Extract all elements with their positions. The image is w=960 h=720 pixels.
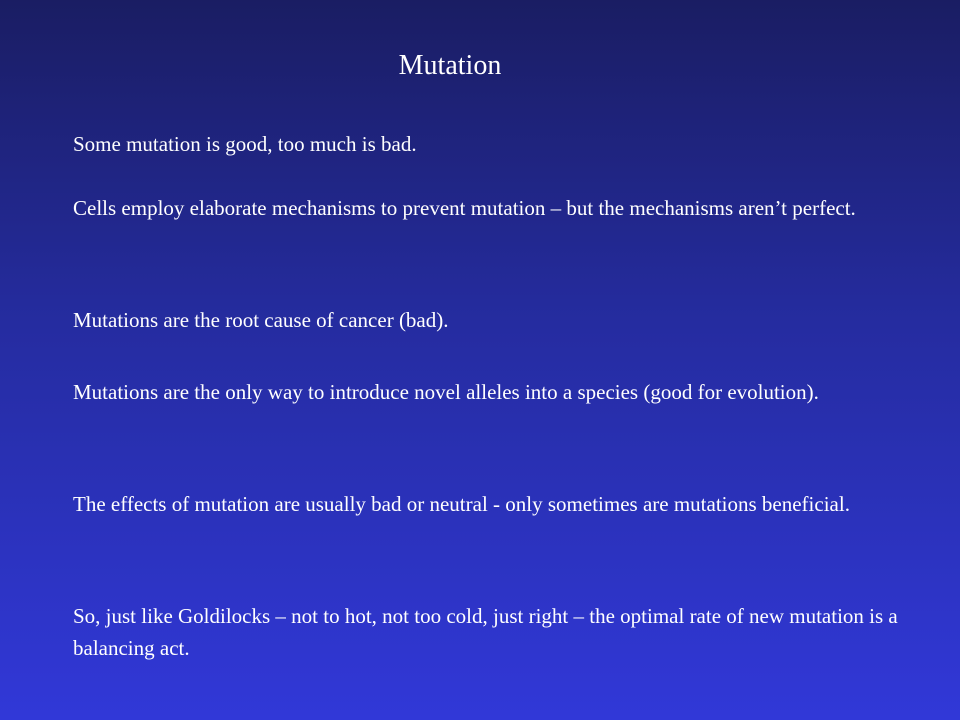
paragraph-mutation-balance: Some mutation is good, too much is bad.: [73, 132, 417, 156]
slide-title: Mutation: [398, 50, 502, 81]
paragraph-cancer-cause: Mutations are the root cause of cancer (bad).: [73, 308, 449, 332]
paragraph-mutation-effects: The effects of mutation are usually bad or neutral - only sometimes are mutations beneficial.: [73, 492, 850, 516]
paragraph-novel-alleles: Mutations are the only way to introduce novel alleles into a species (good for evolution).: [73, 380, 819, 404]
paragraph-cell-mechanisms: Cells employ elaborate mechanisms to prevent mutation – but the mechanisms aren’t perfect.: [73, 196, 856, 220]
paragraph-goldilocks: So, just like Goldilocks – not to hot, not too cold, just right – the optimal rate of new mutation is a balancing act.: [73, 604, 898, 660]
